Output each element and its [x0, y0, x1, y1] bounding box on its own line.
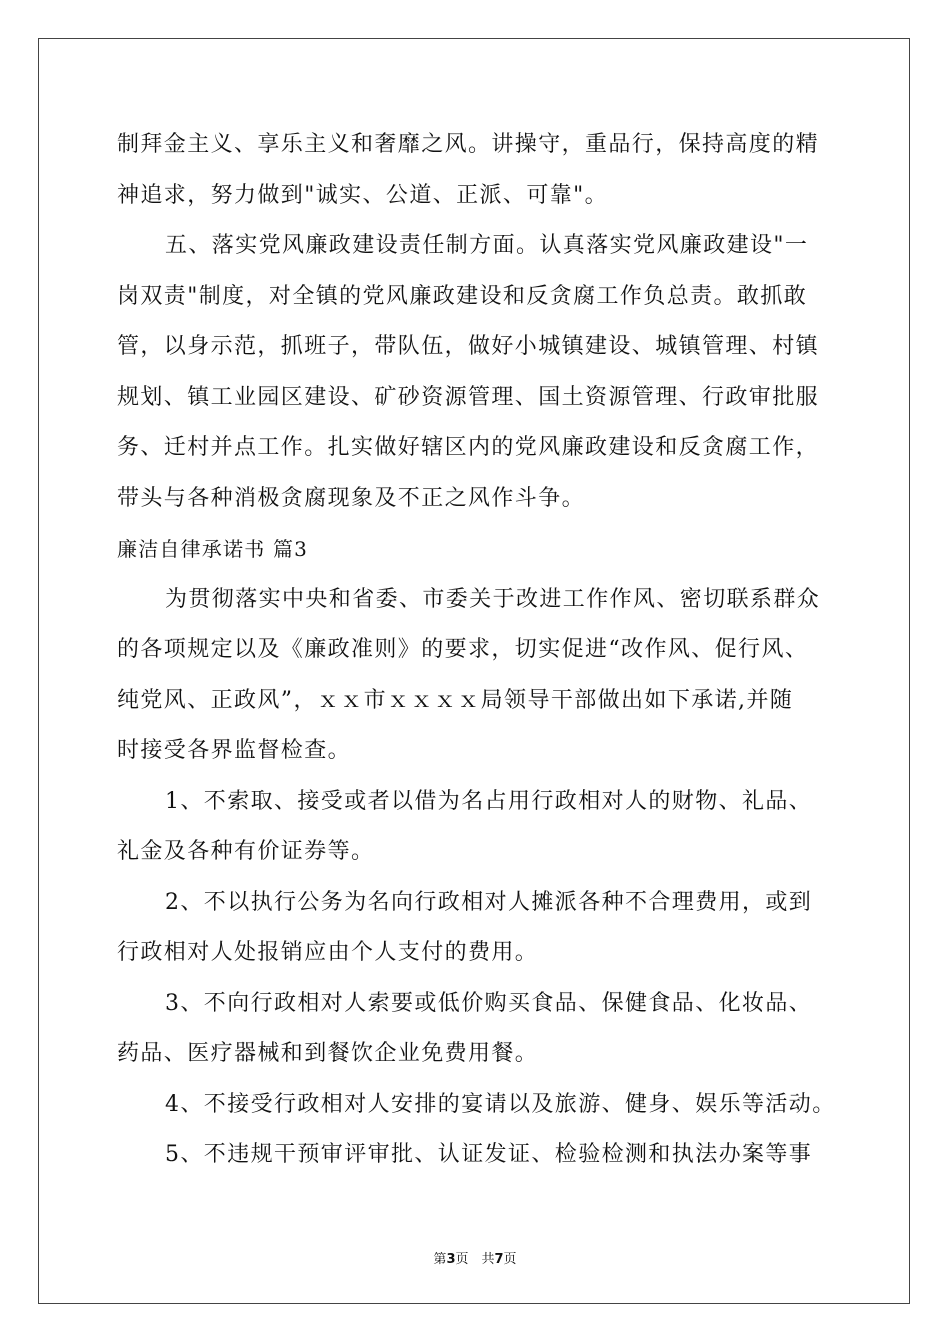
paragraph-start-line: 五、落实党风廉政建设责任制方面。认真落实党风廉政建设"一	[165, 233, 809, 258]
text-line: 务、迁村并点工作。扎实做好辖区内的党风廉政建设和反贪腐工作，	[117, 435, 820, 460]
document-body	[117, 120, 837, 1181]
paragraph-start-line: 为贯彻落实中央和省委、市委关于改进工作作风、密切联系群众	[165, 586, 821, 612]
text-line: 的各项规定以及《廉政准则》的要求，切实促进“改作风、促行风、	[117, 637, 809, 662]
text-line: 岗双责"制度，对全镇的党风廉政建设和反贪腐工作负总责。敢抓敢	[117, 283, 808, 309]
current-page-number: 3	[446, 1252, 456, 1267]
paragraph-start-line: 4、不接受行政相对人安排的宴请以及旅游、健身、娱乐等活动。	[165, 1091, 836, 1117]
paragraph-start-line: 2、不以执行公务为名向行政相对人摊派各种不合理费用，或到	[165, 889, 813, 915]
text-line: 规划、镇工业园区建设、矿砂资源管理、国土资源管理、行政审批服	[117, 384, 820, 410]
text-line: 时接受各界监督检查。	[117, 738, 352, 763]
paragraph-start-line: 5、不违规干预审评审批、认证发证、检验检测和执法办案等事	[165, 1142, 813, 1167]
paragraph-start-line: 3、不向行政相对人索要或低价购买食品、保健食品、化妆品、	[165, 990, 813, 1016]
page-prefix: 第	[433, 1252, 447, 1267]
text-line: 管，以身示范，抓班子，带队伍，做好小城镇建设、城镇管理、村镇	[117, 334, 820, 359]
text-line: 神追求，努力做到"诚实、公道、正派、可靠"。	[117, 182, 609, 208]
text-line: 带头与各种消极贪腐现象及不正之风作斗争。	[117, 485, 586, 511]
page-mid: 页 共	[455, 1252, 495, 1267]
text-line: 药品、医疗器械和到餐饮企业免费用餐。	[117, 1041, 539, 1066]
text-line: 纯党风、正政风”，ｘｘ市ｘｘｘｘ局领导干部做出如下承诺,并随	[117, 687, 794, 713]
page-footer	[0, 1248, 950, 1267]
page-suffix: 页	[503, 1252, 517, 1267]
total-page-number: 7	[494, 1252, 504, 1267]
text-line: 礼金及各种有价证券等。	[117, 839, 375, 864]
section-heading: 廉洁自律承诺书 篇3	[117, 537, 309, 561]
text-line: 行政相对人处报销应由个人支付的费用。	[117, 940, 539, 965]
paragraph-start-line: 1、不索取、接受或者以借为名占用行政相对人的财物、礼品、	[165, 788, 813, 814]
text-line: 制拜金主义、享乐主义和奢靡之风。讲操守，重品行，保持高度的精	[117, 132, 820, 157]
